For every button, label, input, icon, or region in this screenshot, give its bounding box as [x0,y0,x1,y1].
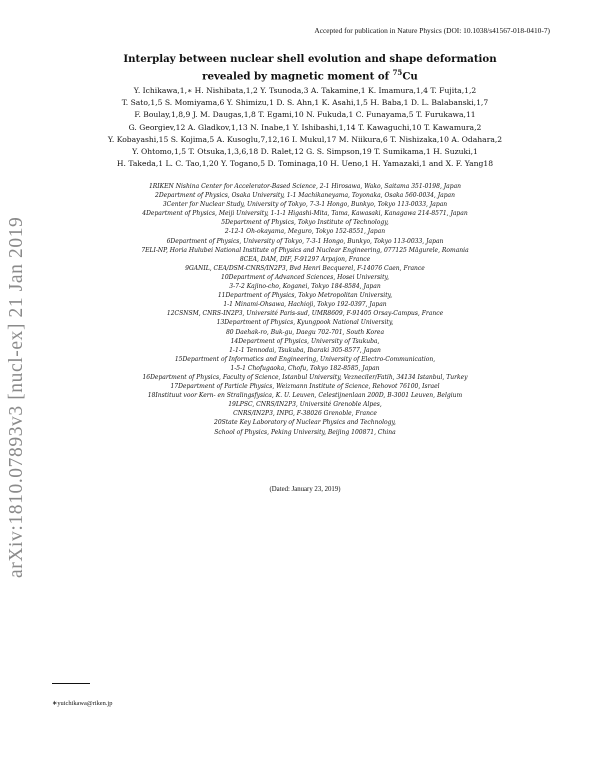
affiliation-line: 13Department of Physics, Kyungpook National University, [216,319,394,327]
author-line: G. Georgiev,12 A. Gladkov,1,13 N. Inabe,1 Y. Ishibashi,1,14 T. Kawaguchi,10 T. Kawamura,2 [128,122,482,132]
affiliation-line: 15Department of Informatics and Engineering, University of Electro-Communication, [174,355,436,363]
affiliation-line: 7ELI-NP, Horia Hulubei National Institute of Physics and Nuclear Engineering, 077125 Măgurele, Romania [141,246,469,254]
affiliation-line: 1-1-1 Tennodai, Tsukuba, Ibaraki 305-8577, Japan [229,346,381,354]
title-line-2-text: revealed by magnetic moment of [202,70,393,83]
isotope-mass-number: 75 [392,68,403,77]
affiliation-line: 6Department of Physics, University of Tokyo, 7-3-1 Hongo, Bunkyo, Tokyo 113-0033, Japan [166,237,444,245]
affiliation-line: 3-7-2 Kajino-cho, Koganei, Tokyo 184-8584, Japan [229,283,381,291]
author-list [60,85,550,170]
affiliation-line: 18Instituut voor Kern- en Stralingsfysica, K. U. Leuven, Celestijnenlaan 200D, B-3001 Leuven, Belgium [147,392,463,400]
affiliation-line: 1-1 Minami-Ohsawa, Hachioji, Tokyo 192-0397, Japan [223,301,387,309]
dated-line: (Dated: January 23, 2019) [269,486,341,493]
affiliation-list [60,182,550,437]
affiliation-line: CNRS/IN2P3, INPG, F-38026 Grenoble, France [233,410,377,418]
affiliation-line: 11Department of Physics, Tokyo Metropolitan University, [217,292,393,300]
affiliation-line: 2-12-1 Oh-okayama, Meguro, Tokyo 152-8551, Japan [224,228,386,236]
acceptance-note: Accepted for publication in Nature Physics (DOI: 10.1038/s41567-018-0410-7) [314,26,550,35]
affiliation-line: 1RIKEN Nishina Center for Accelerator-Based Science, 2-1 Hirosawa, Wako, Saitama 351-0198, Japan [148,183,462,190]
affiliation-line: 14Department of Physics, University of Tsukuba, [230,337,380,345]
author-line: F. Boulay,1,8,9 J. M. Daugas,1,8 T. Egami,10 N. Fukuda,1 C. Funayama,5 T. Furukawa,11 [134,110,476,120]
affiliation-line: 3Center for Nuclear Study, University of Tokyo, 7-3-1 Hongo, Bunkyo, Tokyo 113-0033, Japan [162,201,448,209]
arxiv-identifier: arXiv:1810.07893v3 [nucl-ex] 21 Jan 2019 [6,216,27,578]
author-line: T. Sato,1,5 S. Momiyama,6 Y. Shimizu,1 D. S. Ahn,1 K. Asahi,1,5 H. Baba,1 D. L. Balabanski,1,7 [121,98,489,108]
corresponding-author-email: ∗yuichikawa@riken.jp [52,700,113,707]
affiliation-line: 10Department of Advanced Sciences, Hosei University, [221,273,389,281]
affiliation-line: 9GANIL, CEA/DSM-CNRS/IN2P3, Bvd Henri Becquerel, F-14076 Caen, France [185,264,425,272]
affiliation-line: 2Department of Physics, Osaka University, 1-1 Machikaneyama, Toyonaka, Osaka 560-0034, Japan [155,192,455,200]
affiliation-line: School of Physics, Peking University, Beijing 100871, China [214,428,396,436]
affiliation-line: 80 Daehak-ro, Buk-gu, Daegu 702-701, South Korea [225,328,385,336]
author-line: H. Takeda,1 L. C. Tao,1,20 Y. Togano,5 D. Tominaga,10 H. Ueno,1 H. Yamazaki,1 and X. F. Yang18 [116,159,494,169]
isotope-symbol: Cu [402,70,418,83]
affiliation-line: 5Department of Physics, Tokyo Institute of Technology, [221,219,389,227]
affiliation-line: 12CSNSM, CNRS-IN2P3, Université Paris-sud, UMR8609, F-91405 Orsay-Campus, France [166,310,444,318]
affiliation-line: 19LPSC, CNRS/IN2P3, Université Grenoble Alpes, [228,401,382,409]
title-line-2 [100,66,520,83]
author-line: Y. Ohtomo,1,5 T. Otsuka,1,3,6,18 D. Ralet,12 G. S. Simpson,19 T. Sumikama,1 H. Suzuki,1 [132,147,478,157]
footnote-rule [52,683,90,684]
affiliation-line: 16Department of Physics, Faculty of Science, Istanbul University, Vezneciler/Fatih, 34134 Istanbul, Turkey [142,373,468,381]
affiliation-line: 20State Key Laboratory of Nuclear Physics and Technology, [214,419,396,427]
affiliation-line: 17Department of Particle Physics, Weizmann Institute of Science, Rehovot 76100, Israel [170,383,440,391]
affiliation-line: 4Department of Physics, Meiji University, 1-1-1 Higashi-Mita, Tama, Kawasaki, Kanagawa 214-8571, Japan [142,210,468,218]
affiliation-line: 1-5-1 Chofugaoka, Chofu, Tokyo 182-8585, Japan [230,364,380,372]
title-line-1: Interplay between nuclear shell evolution and shape deformation [123,53,497,65]
author-line: Y. Ichikawa,1,∗ H. Nishibata,1,2 Y. Tsunoda,3 A. Takamine,1 K. Imamura,1,4 T. Fujita,1,2 [133,86,477,95]
affiliation-line: 8CEA, DAM, DIF, F-91297 Arpajon, France [239,255,371,263]
author-line: Y. Kobayashi,15 S. Kojima,5 A. Kusoglu,7,12,16 I. Mukul,17 M. Niikura,6 T. Nishizaka,10 A. Odahara,2 [107,134,503,144]
paper-title [100,52,520,83]
